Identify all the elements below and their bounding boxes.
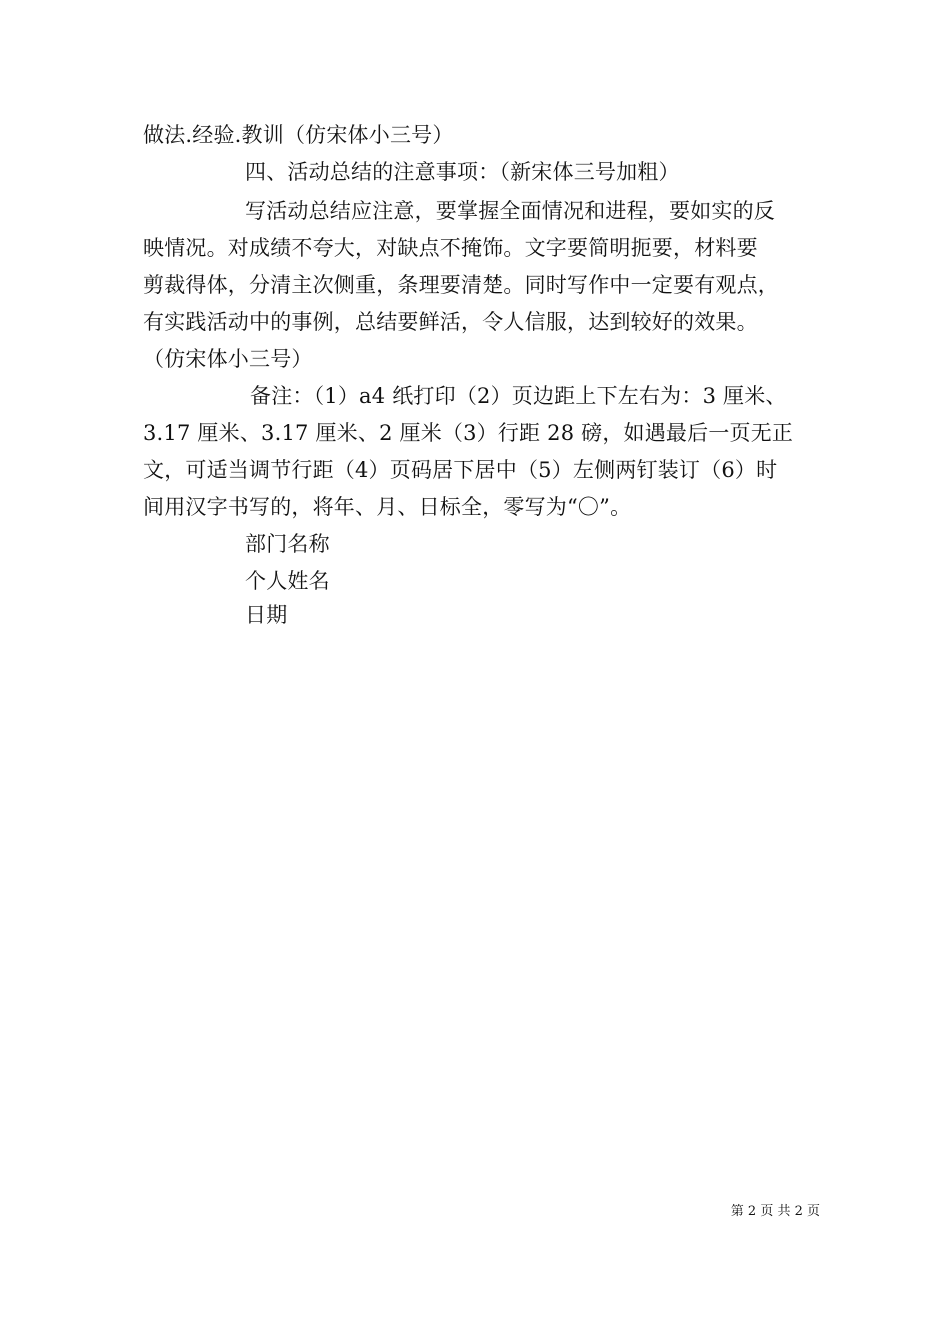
body-line-7: （仿宋体小三号） — [143, 347, 313, 371]
body-line-1: 做法.经验.教训（仿宋体小三号） — [143, 123, 454, 147]
body-line-5: 剪裁得体，分清主次侧重，条理要清楚。同时写作中一定要有观点， — [143, 273, 779, 297]
note-line-2: 3.17 厘米、3.17 厘米、2 厘米（3）行距 28 磅，如遇最后一页无正 — [143, 421, 794, 445]
body-line-6: 有实践活动中的事例，总结要鲜活，令人信服，达到较好的效果。 — [143, 310, 758, 334]
signature-date: 日期 — [245, 603, 288, 627]
body-line-4: 映情况。对成绩不夸大，对缺点不掩饰。文字要简明扼要，材料要 — [143, 236, 758, 260]
person-name: 个人姓名 — [245, 569, 330, 593]
department-name: 部门名称 — [245, 532, 330, 556]
section-heading: 四、活动总结的注意事项：（新宋体三号加粗） — [245, 160, 680, 184]
body-line-3: 写活动总结应注意，要掌握全面情况和进程，要如实的反 — [245, 199, 775, 223]
note-line-4: 间用汉字书写的，将年、月、日标全，零写为“〇”。 — [143, 495, 632, 519]
note-line-1: 备注：（1）a4 纸打印（2）页边距上下左右为：3 厘米、 — [250, 384, 787, 408]
note-line-3: 文，可适当调节行距（4）页码居下居中（5）左侧两钉装订（6）时 — [143, 458, 778, 482]
page-number: 第 2 页 共 2 页 — [730, 1204, 820, 1219]
